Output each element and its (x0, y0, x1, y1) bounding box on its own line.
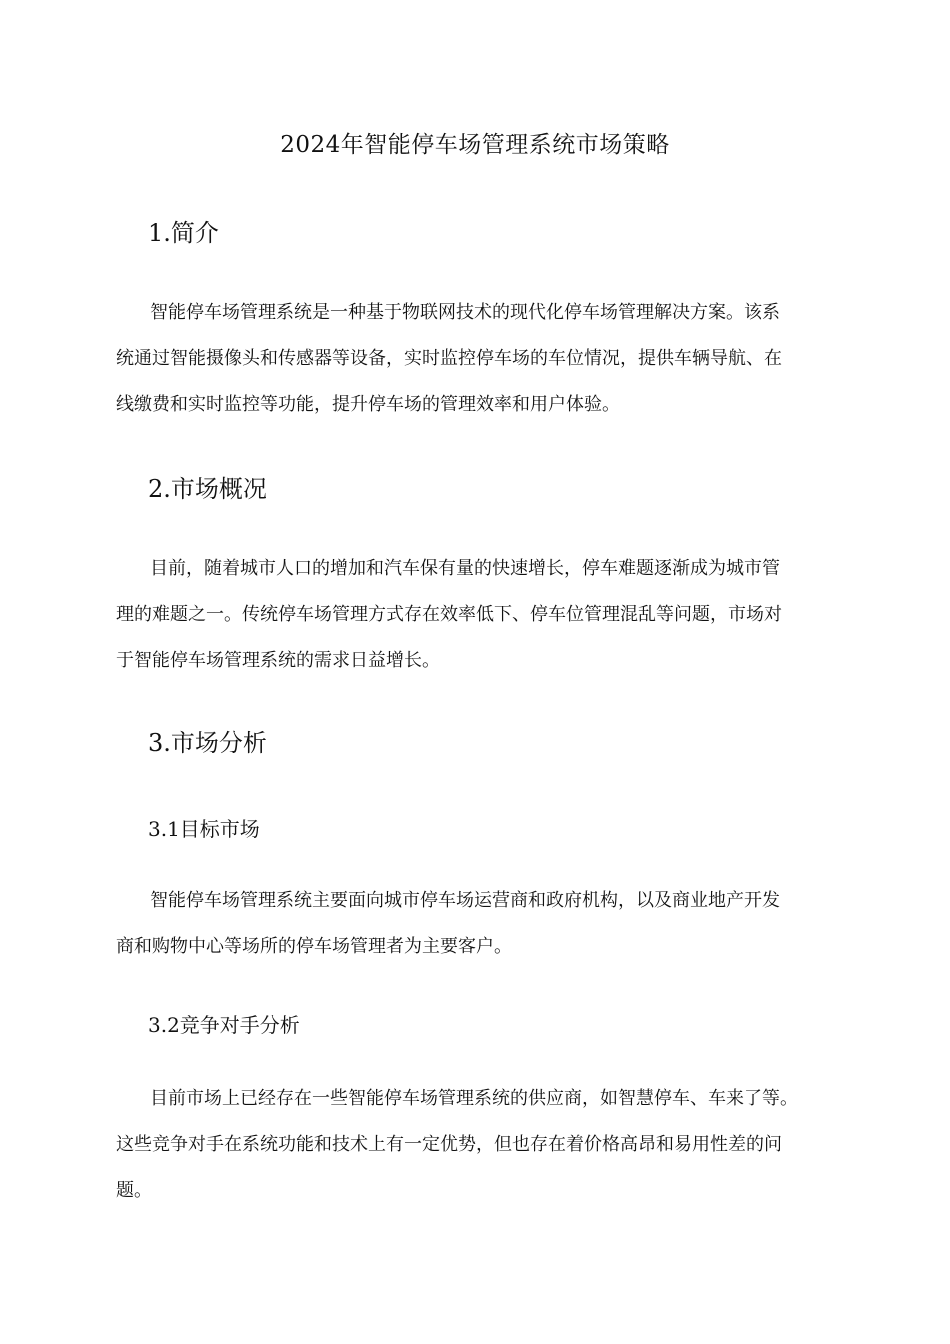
paragraph-intro (116, 290, 846, 428)
paragraph-line: 题。 (116, 1180, 152, 1201)
section-heading-analysis: 3.市场分析 (148, 729, 267, 757)
paragraph-overview (116, 546, 846, 684)
paragraph-line: 于智能停车场管理系统的需求日益增长。 (116, 650, 440, 671)
section-heading-intro: 1.简介 (148, 219, 219, 247)
paragraph-line: 目前，随着城市人口的增加和汽车保有量的快速增长，停车难题逐渐成为城市管 (150, 558, 780, 579)
paragraph-competitor-analysis (116, 1076, 846, 1214)
paragraph-line: 商和购物中心等场所的停车场管理者为主要客户。 (116, 936, 512, 957)
paragraph-target-market (116, 878, 846, 970)
paragraph-line: 智能停车场管理系统主要面向城市停车场运营商和政府机构，以及商业地产开发 (150, 890, 780, 911)
subsection-heading-competitor-analysis: 3.2竞争对手分析 (148, 1013, 300, 1037)
paragraph-line: 理的难题之一。传统停车场管理方式存在效率低下、停车位管理混乱等问题，市场对 (116, 604, 782, 625)
section-heading-overview: 2.市场概况 (148, 475, 267, 503)
subsection-heading-target-market: 3.1目标市场 (148, 817, 260, 841)
paragraph-line: 统通过智能摄像头和传感器等设备，实时监控停车场的车位情况，提供车辆导航、在 (116, 348, 782, 369)
paragraph-line: 这些竞争对手在系统功能和技术上有一定优势，但也存在着价格高昂和易用性差的问 (116, 1134, 782, 1155)
paragraph-line: 目前市场上已经存在一些智能停车场管理系统的供应商，如智慧停车、车来了等。 (150, 1088, 798, 1109)
paragraph-line: 智能停车场管理系统是一种基于物联网技术的现代化停车场管理解决方案。该系 (150, 302, 780, 323)
document-title: 2024年智能停车场管理系统市场策略 (280, 132, 670, 158)
paragraph-line: 线缴费和实时监控等功能，提升停车场的管理效率和用户体验。 (116, 394, 620, 415)
